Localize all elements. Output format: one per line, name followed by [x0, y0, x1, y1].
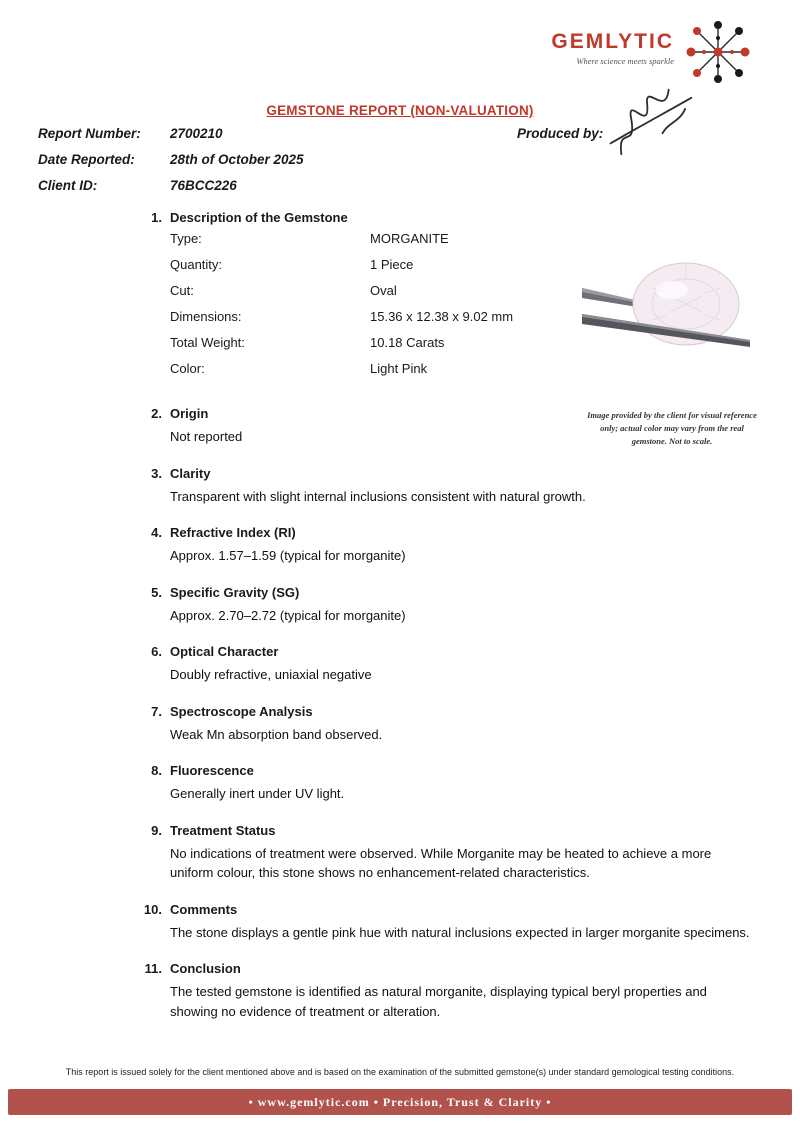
gem-photo-caption: Image provided by the client for visual reference only; actual color may vary from the real gemstone. Not to scale. [587, 410, 757, 446]
section-body: No indications of treatment were observed. While Morganite may be heated to achieve a more uniform colour, this stone shows no enhancement-related characteristics. [170, 845, 712, 880]
section-spectroscope-analysis [0, 704, 800, 745]
produced-by-label: Produced by: [517, 126, 604, 141]
section-optical-character [0, 644, 800, 685]
description-fields [170, 231, 513, 376]
field-dimensions [170, 309, 513, 324]
field-color [170, 361, 513, 376]
section-body: Weak Mn absorption band observed. [170, 726, 383, 742]
section-treatment-status [0, 823, 800, 883]
section-body: Transparent with slight internal inclusions consistent with natural growth. [170, 488, 586, 504]
section-title: Description of the Gemstone [170, 210, 348, 225]
section-title: Conclusion [170, 961, 241, 976]
section-number: 10. [143, 901, 162, 917]
field-value: 15.36 x 12.38 x 9.02 mm [370, 309, 514, 324]
footer-bar: • www.gemlytic.com • Precision, Trust & Clarity • [8, 1089, 792, 1115]
section-title: Fluorescence [170, 763, 254, 778]
section-number: 5. [151, 584, 162, 600]
brand-name: GEMLYTIC [551, 30, 674, 53]
brand-logo [551, 16, 754, 88]
footer-disclaimer: This report is issued solely for the client mentioned above and is based on the examination of the submitted gemstone(s) under standard gemological testing conditions. [65, 1067, 735, 1077]
field-label: Quantity: [170, 257, 223, 272]
field-label: Dimensions: [170, 309, 242, 324]
section-fluorescence [0, 763, 800, 804]
field-value: Light Pink [370, 361, 428, 376]
section-body: Approx. 1.57–1.59 (typical for morganite) [170, 548, 406, 563]
section-number: 6. [151, 644, 162, 659]
section-number: 11. [144, 961, 162, 976]
section-number: 8. [151, 763, 162, 778]
gem-photo [582, 248, 762, 381]
meta-client-id [38, 178, 762, 193]
section-conclusion [0, 961, 800, 1021]
section-number: 9. [151, 822, 162, 838]
section-body: The tested gemstone is identified as natural morganite, displaying typical beryl properties and showing no evidence of treatment or alteration. [170, 984, 707, 1019]
section-number: 3. [151, 465, 162, 481]
section-title: Clarity [170, 465, 211, 481]
section-title: Origin [170, 406, 209, 421]
signature-scribble [598, 88, 708, 163]
meta-value: 2700210 [170, 126, 223, 141]
section-title: Optical Character [170, 644, 279, 659]
field-value: MORGANITE [370, 231, 449, 246]
section-body: The stone displays a gentle pink hue with natural inclusions expected in larger morganite specimens. [170, 924, 750, 940]
section-number: 2. [151, 406, 162, 421]
section-title: Comments [170, 901, 238, 917]
field-value: 1 Piece [370, 257, 414, 272]
field-label: Color: [170, 361, 205, 376]
field-label: Type: [170, 231, 202, 246]
report-body [0, 210, 800, 1040]
section-specific-gravity [0, 585, 800, 626]
section-number: 1. [151, 210, 162, 225]
section-body: Not reported [170, 429, 243, 444]
meta-label: Client ID: [38, 178, 98, 193]
meta-value: 76BCC226 [170, 178, 237, 193]
section-clarity [0, 466, 800, 507]
gem-photo-figure [582, 248, 762, 447]
section-title: Spectroscope Analysis [170, 703, 313, 719]
field-value: Oval [370, 283, 397, 298]
report-meta [38, 126, 762, 204]
field-type [170, 231, 513, 246]
section-title: Refractive Index (RI) [170, 525, 296, 540]
snowflake-logo-icon [682, 16, 754, 88]
field-label: Total Weight: [170, 335, 245, 350]
section-number: 7. [151, 703, 162, 719]
section-title: Treatment Status [170, 822, 276, 838]
meta-value: 28th of October 2025 [170, 152, 304, 167]
meta-label: Report Number: [38, 126, 141, 141]
field-label: Cut: [170, 283, 194, 298]
field-cut [170, 283, 513, 298]
brand-tagline: Where science meets sparkle [576, 56, 674, 66]
section-body: Doubly refractive, uniaxial negative [170, 667, 372, 682]
section-body: Approx. 2.70–2.72 (typical for morganite) [170, 607, 406, 623]
section-refractive-index [0, 525, 800, 566]
field-total-weight [170, 335, 513, 350]
section-number: 4. [151, 525, 162, 540]
section-comments [0, 902, 800, 943]
section-title: Specific Gravity (SG) [170, 584, 300, 600]
meta-label: Date Reported: [38, 152, 135, 167]
report-title: GEMSTONE REPORT (NON-VALUATION) [266, 103, 534, 118]
section-body: Generally inert under UV light. [170, 786, 345, 801]
field-quantity [170, 257, 513, 272]
field-value: 10.18 Carats [370, 335, 445, 350]
